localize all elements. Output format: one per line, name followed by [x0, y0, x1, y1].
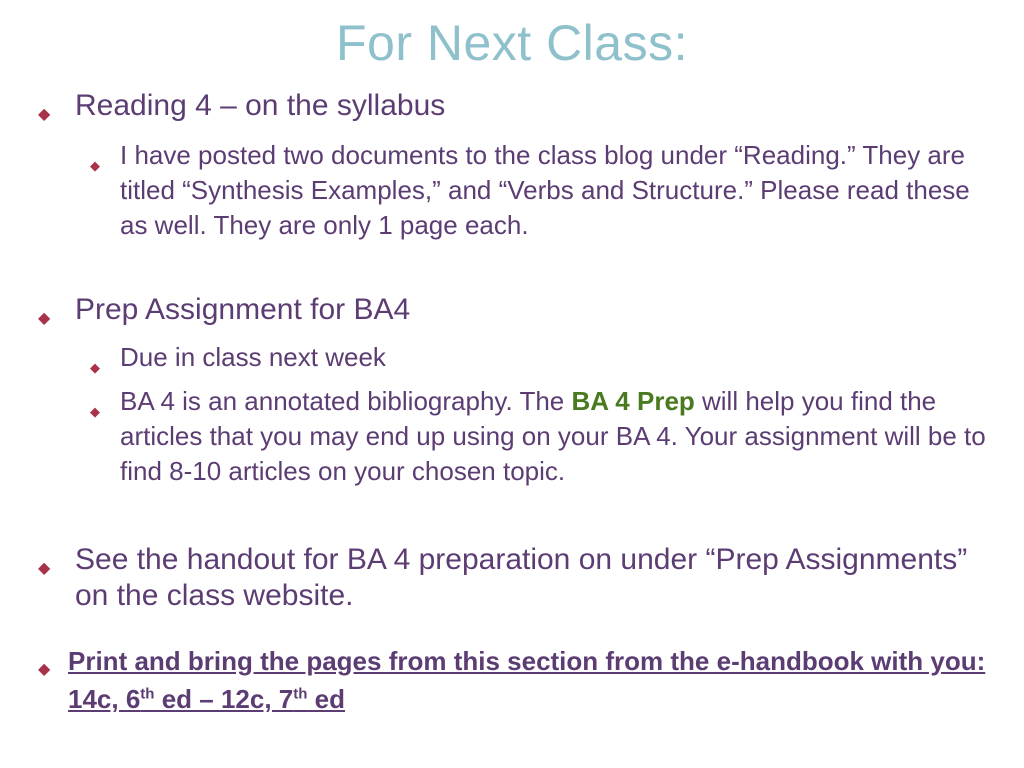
sub-bullet-item-ba4-description	[90, 384, 1000, 489]
diamond-bullet-icon: ◆	[38, 106, 51, 123]
superscript-th: th	[140, 685, 155, 703]
text-before-emphasis: BA 4 is an annotated bibliography. The	[120, 386, 572, 416]
diamond-bullet-icon: ◆	[38, 560, 51, 577]
sub-bullet-text	[120, 384, 1000, 489]
bullet-text: Prep Assignment for BA4	[75, 293, 411, 326]
sub-bullet-text: I have posted two documents to the class blog under “Reading.” They are titled “Synthesis Examples,” and “Verbs and Structure.” Please read these as well. They are only 1 page each.	[120, 140, 970, 240]
diamond-bullet-icon: ◆	[38, 310, 51, 327]
bullet-item-handout	[38, 542, 998, 614]
print-pages-text	[68, 642, 998, 718]
diamond-bullet-icon: ◆	[90, 158, 100, 173]
superscript-th: th	[293, 685, 308, 703]
text-after-emphasis: will help you find the articles that you may end up using on your BA 4. Your assignment will be to find 8-10 articles on your chosen topic.	[120, 386, 986, 486]
sub-bullet-text: Due in class next week	[120, 342, 386, 372]
bullet-text: Reading 4 – on the syllabus	[75, 89, 446, 122]
sub-bullet-item-due	[90, 340, 1000, 385]
bullet-text: See the handout for BA 4 preparation on under “Prep Assignments” on the class website.	[75, 543, 968, 612]
slide-title: For Next Class:	[335, 15, 688, 71]
print-text-part2: ed – 12c, 7	[154, 684, 294, 714]
bullet-item-reading	[38, 88, 998, 133]
bullet-item-print-pages	[38, 642, 998, 718]
print-text-part3: ed	[307, 684, 345, 714]
diamond-bullet-icon: ◆	[38, 661, 51, 678]
diamond-bullet-icon: ◆	[90, 404, 100, 419]
print-text-part1: Print and bring the pages from this section from the e-handbook with you: 14c, 6	[68, 646, 986, 714]
diamond-bullet-icon: ◆	[90, 360, 100, 375]
ba4-prep-emphasis: BA 4 Prep	[571, 386, 695, 416]
bullet-item-prep-assignment	[38, 292, 998, 337]
sub-bullet-item-blog-documents	[90, 138, 1000, 243]
